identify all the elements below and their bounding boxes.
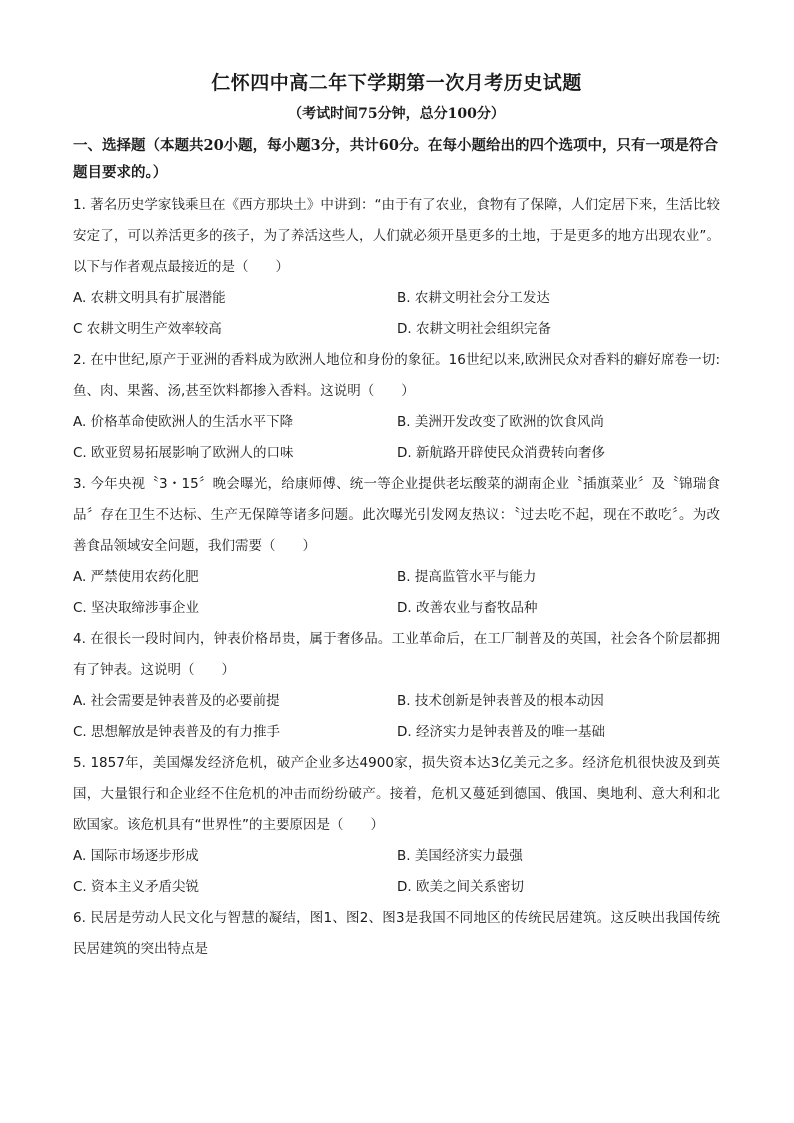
question-stem: 5. 1857年，美国爆发经济危机，破产企业多达4900家，损失资本达3亿美元之多。经济危机很快波及到英国，大量银行和企业经不住危机的冲击而纷纷破产。接着，危机又蔓延到德国、俄国、奥地利、意大利和北欧国家。该危机具有“世界性”的主要原因是（ ） <box>73 755 720 833</box>
options-grid <box>73 841 720 903</box>
question-2 <box>73 345 720 469</box>
option-d: D. 改善农业与畜牧品种 <box>397 600 538 616</box>
option-d: D. 农耕文明社会组织完备 <box>397 321 551 337</box>
option-a: A. 价格革命使欧洲人的生活水平下降 <box>73 414 294 430</box>
option-a: A. 严禁使用农药化肥 <box>73 569 199 585</box>
options-grid <box>73 562 720 624</box>
question-stem: 3. 今年央视〝3・15〞晚会曝光，给康师傅、统一等企业提供老坛酸菜的湖南企业〝插旗菜业〞及〝锦瑞食品〞存在卫生不达标、生产无保障等诸多问题。此次曝光引发网友热议：〝过去吃不起，现在不敢吃〞。为改善食品领域安全问题，我们需要（ ） <box>73 476 720 554</box>
options-grid <box>73 407 720 469</box>
question-stem: 4. 在很长一段时间内，钟表价格昂贵，属于奢侈品。工业革命后，在工厂制普及的英国，社会各个阶层都拥有了钟表。这说明（ ） <box>73 631 720 678</box>
option-c: C 农耕文明生产效率较高 <box>73 321 222 337</box>
question-4 <box>73 624 720 748</box>
question-stem: 1. 著名历史学家钱乘旦在《西方那块土》中讲到：“由于有了农业，食物有了保障，人们定居下来，生活比较安定了，可以养活更多的孩子，为了养活这些人，人们就必须开垦更多的土地，于是更多的地方出现农业”。以下与作者观点最接近的是（ ） <box>73 197 720 275</box>
question-stem: 6. 民居是劳动人民文化与智慧的凝结，图1、图2、图3是我国不同地区的传统民居建筑。这反映出我国传统民居建筑的突出特点是 <box>73 910 720 957</box>
options-grid <box>73 283 720 345</box>
question-3 <box>73 469 720 624</box>
option-a: A. 国际市场逐步形成 <box>73 848 199 864</box>
option-c: C. 坚决取缔涉事企业 <box>73 600 200 616</box>
option-d: D. 欧美之间关系密切 <box>397 879 524 895</box>
options-grid <box>73 686 720 748</box>
question-5 <box>73 748 720 903</box>
question-6 <box>73 903 720 965</box>
option-c: C. 思想解放是钟表普及的有力推手 <box>73 724 281 740</box>
section-heading: 一、选择题（本题共20小题，每小题3分，共计60分。在每小题给出的四个选项中，只有一项是符合题目要求的。） <box>73 137 718 181</box>
option-b: B. 美洲开发改变了欧洲的饮食风尚 <box>397 414 604 430</box>
option-b: B. 美国经济实力最强 <box>397 848 523 864</box>
option-b: B. 技术创新是钟表普及的根本动因 <box>397 693 604 709</box>
option-d: D. 新航路开辟使民众消费转向奢侈 <box>397 445 605 461</box>
option-a: A. 农耕文明具有扩展潜能 <box>73 290 226 306</box>
option-b: B. 农耕文明社会分工发达 <box>397 290 550 306</box>
exam-title: 仁怀四中高二年下学期第一次月考历史试题 <box>211 72 582 94</box>
option-d: D. 经济实力是钟表普及的唯一基础 <box>397 724 605 740</box>
question-1 <box>73 190 720 345</box>
option-b: B. 提高监管水平与能力 <box>397 569 537 585</box>
question-stem: 2. 在中世纪,原产于亚洲的香料成为欧洲人地位和身份的象征。16世纪以来,欧洲民众对香料的癖好席卷一切:鱼、肉、果酱、汤,甚至饮料都掺入香料。这说明（ ） <box>73 352 720 399</box>
option-c: C. 欧亚贸易拓展影响了欧洲人的口味 <box>73 445 294 461</box>
option-a: A. 社会需要是钟表普及的必要前提 <box>73 693 280 709</box>
option-c: C. 资本主义矛盾尖锐 <box>73 879 200 895</box>
exam-subtitle: （考试时间75分钟，总分100分） <box>288 106 505 122</box>
